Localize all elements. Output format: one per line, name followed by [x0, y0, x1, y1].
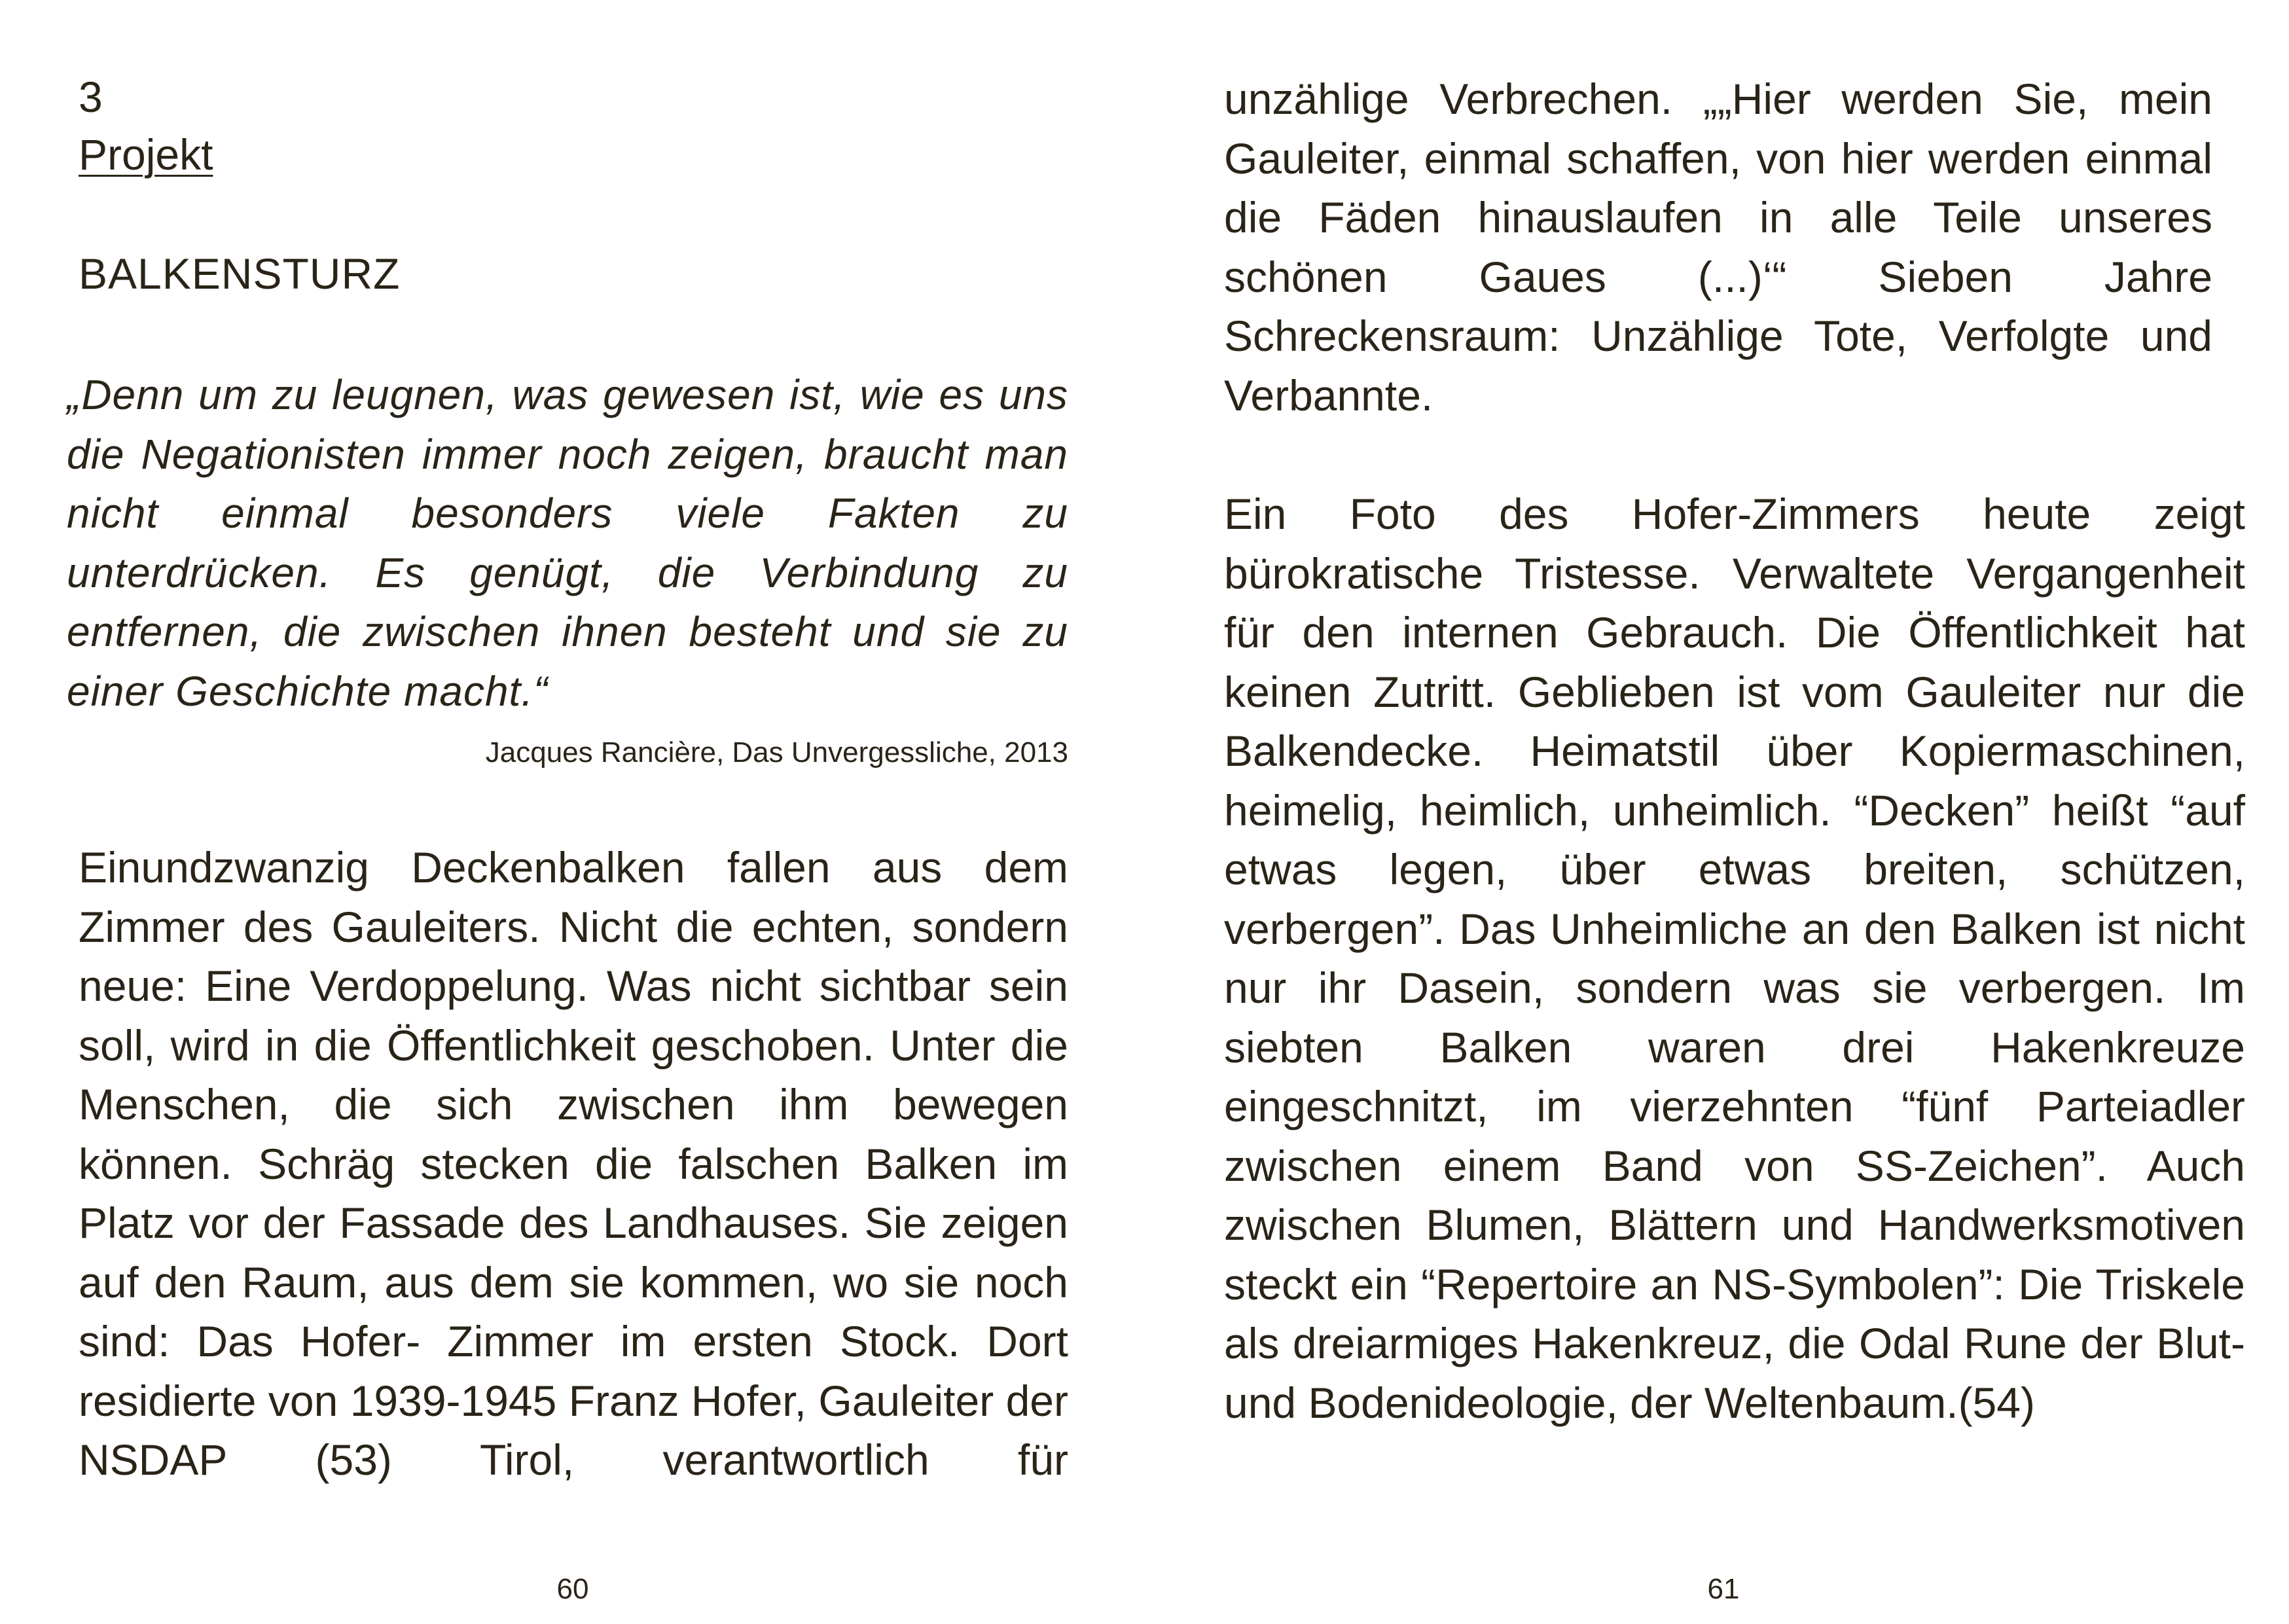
chapter-number: 3: [79, 73, 103, 121]
page-number-left: 60: [556, 1573, 589, 1605]
epigraph-quote: „Denn um zu leugnen, was gewesen ist, wie es uns die Negationisten immer noch zeigen, braucht man nicht einmal besonders viele Fakten zu unterdrücken. Es genügt, die Verbindung zu entfernen, die zwischen ihnen besteht und sie zu einer Geschichte macht.“: [67, 371, 1068, 715]
left-body-text: [79, 838, 1068, 1490]
chapter-title: Projekt: [79, 130, 213, 179]
right-body-text-1: [1224, 69, 2212, 425]
section-heading: BALKENSTURZ: [79, 249, 401, 298]
page-number-right: 61: [1707, 1573, 1740, 1605]
left-page: [0, 0, 1144, 1624]
quote-attribution: Jacques Rancière, Das Unvergessliche, 2013: [485, 736, 1068, 768]
right-body-text-2: [1224, 484, 2245, 1432]
body-paragraph: unzählige Verbrechen. „„Hier werden Sie, mein Gauleiter, einmal schaffen, von hier werden einmal die Fäden hinauslaufen in alle Teile unseres schönen Gaues (...)‘“ Sieben Jahre Schreckensraum: Unzählige Tote, Verfolgte und Verbannte.: [1224, 75, 2212, 420]
body-paragraph: Ein Foto des Hofer-Zimmers heute zeigt bürokratische Tristesse. Verwaltete Vergangenheit für den internen Gebrauch. Die Öffentlichkeit hat keinen Zutritt. Geblieben ist vom Gauleiter nur die Balkendecke. Heimatstil über Kopiermaschinen, heimelig, heimlich, unheimlich. “Decken” heißt “auf etwas legen, über etwas breiten, schützen, verbergen”. Das Unheimliche an den Balken ist nicht nur ihr Dasein, sondern was sie verbergen. Im siebten Balken waren drei Hakenkreuze eingeschnitzt, im vierzehnten “fünf Parteiadler zwischen einem Band von SS-Zeichen”. Auch zwischen Blumen, Blättern und Handwerksmotiven steckt ein “Repertoire an NS-Symbolen”: Die Triskele als dreiarmiges Hakenkreuz, die Odal Rune der Blut- und Bodenideologie, der Weltenbaum.(54): [1224, 490, 2245, 1427]
right-page: [1144, 0, 2289, 1624]
body-paragraph: Einundzwanzig Deckenbalken fallen aus dem Zimmer des Gauleiters. Nicht die echten, sondern neue: Eine Verdoppelung. Was nicht sichtbar sein soll, wird in die Öffentlichkeit geschoben. Unter die Menschen, die sich zwischen ihm bewegen können. Schräg stecken die falschen Balken im Platz vor der Fassade des Landhauses. Sie zeigen auf den Raum, aus dem sie kommen, wo sie noch sind: Das Hofer- Zimmer im ersten Stock. Dort residierte von 1939-1945 Franz Hofer, Gauleiter der NSDAP (53) Tirol, verantwortlich für: [79, 843, 1068, 1484]
